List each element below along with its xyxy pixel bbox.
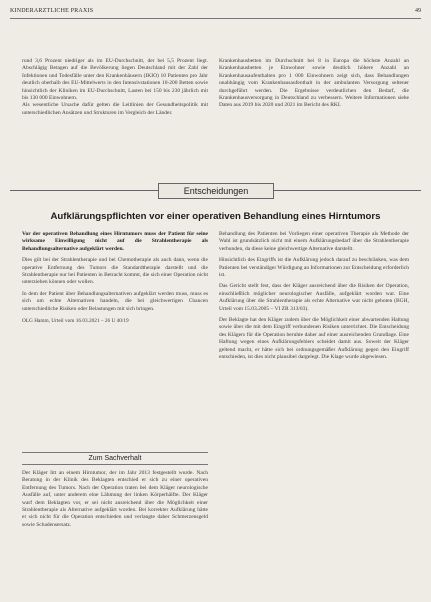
intro-left-column [22, 58, 208, 117]
paragraph: Behandlung des Patienten bei Vorliegen einer operativen Therapie als Methode der Wahl ist grundsätzlich nicht mit einem Aufklärungsbedarf über die Strahlentherapie verbunden, da diese keine gleichwertige Alternative darstellt. [219, 231, 409, 252]
article-left-column [22, 231, 208, 325]
article-title: Aufklärungspflichten vor einer operativen Behandlung eines Hirntumors [50, 211, 381, 222]
sub-heading: Zum Sachverhalt [22, 452, 208, 465]
page-header [10, 8, 421, 18]
paragraph: Dies gilt bei der Strahlentherapie und bei Chemotherapie als auch dann, wenn die operative Entfernung des Tumors die Standardtherapie darstellt und die Strahlentherapie nur bei Patienten in Betracht kommt, die sich einer Operation nicht unterziehen können oder wollen. [22, 257, 208, 286]
facts-column [22, 470, 208, 529]
section-label: Entscheidungen [158, 183, 274, 199]
paragraph: Das Gericht stellt fest, dass der Kläger ausreichend über die Risiken der Operation, einschließlich möglicher neurologischer Ausfälle, aufgeklärt worden war. Eine Aufklärung über die Strahlentherapie als echte Alternative war nicht geboten (BGH, Urteil vom 15.03.2005 – VI ZR 313/03). [219, 283, 409, 312]
paragraph: Hinsichtlich des Eingriffs ist die Aufklärung jedoch darauf zu beschränken, was dem Patienten bei verständiger Würdigung an Informationen zur Entscheidung erforderlich ist. [219, 257, 409, 279]
paragraph: Der Kläger litt an einem Hirntumor, der im Jahr 2013 festgestellt wurde. Nach Beratung in der Klinik des Beklagten entschied er sich zu einer operativen Entfernung des Tumors. Nach der Operation traten bei dem Kläger neurologische Ausfälle auf, unter anderem eine Lähmung der linken Körperhälfte. Der Kläger warf dem Beklagten vor, er sei nicht ausreichend über die Möglichkeit einer Strahlentherapie als Alternative aufgeklärt worden. Bei korrekter Aufklärung hätte er sich nicht für die Operation entschieden und verlangte daher Schmerzensgeld sowie Schadensersatz. [22, 470, 208, 528]
court-citation: OLG Hamm, Urteil vom 16.03.2021 – 26 U 40/19 [22, 318, 129, 325]
paragraph: Als wesentliche Ursache dafür gelten die Leitlinien der Gesundheitspolitik mit unterschiedlichen Ansätzen und Strukturen im Vergleich der Länder. [22, 102, 208, 116]
page-number: 49 [415, 8, 421, 14]
paragraph: Der Beklagte hat den Kläger zudem über die Möglichkeit einer abwartenden Haltung sowie über die mit dem Eingriff verbundenen Risiken unterrichtet. Die Entscheidung des Klägers für die Operation beruhte daher auf einer ausreichenden Grundlage. Eine Haftung wegen eines Aufklärungsfehlers scheidet damit aus. Soweit der Kläger geltend macht, er hätte sich bei ordnungsgemäßer Aufklärung gegen den Eingriff entschieden, ist dies nicht plausibel dargelegt. Die Klage wurde abgewiesen. [219, 317, 409, 361]
paragraph: In dem der Patient über Behandlungsalternativen aufgeklärt werden muss, muss es sich um echte Alternativen handeln, die bei gleichwertigen Chancen unterschiedliche Risiken oder Belastungen mit sich bringen. [22, 290, 208, 312]
header-rule [10, 18, 421, 19]
paragraph: rund 3,6 Prozent niedriger als im EU-Durchschnitt, der bei 5,5 Prozent liegt. Abschlägig Betagen auf die Bevölkerung liegen Deutschland mit der Zahl der Infektionen und Todesfälle unter den Krankenhäusern (IKIO) 10 Patienten pro Jahr deutlich oberhalb des EU-Mittelwerts in den Intensivstationen 10-200 Betten sowie hinsichtlich der Kliniken im EU-Durchschnitt, Lasten bei 150 bis 230 jährlich mit bis 130 000 Einwohnern. [22, 58, 208, 102]
article-right-column [219, 231, 409, 362]
journal-name: KINDERARZTLICHE PRAXIS [10, 8, 94, 14]
paragraph: Krankenhausbetten im Durchschnitt bei 8 in Europa die höchste Anzahl an Krankenhausbetten je Einwohner sowie deutlich höhere Anzahl an Krankenhausaufenthalten pro 1 000 Einwohnern zeigt sich, dass Behandlungen unabhängig vom Krankenhausaufenthalt in der ambulanten Versorgung seltener durchgeführt werden. Die Ergebnisse verdeutlichen den Bedarf, die Krankenhausversorgung in Deutschland zu verbessern. Weitere Informationen siehe Daten aus 2019 bis 2020 und 2021 im Bericht des RKI. [219, 58, 409, 109]
lead-paragraph: Vor der operativen Behandlung eines Hirntumors muss der Patient für seine wirksame Einwilligung nicht auf die Strahlentherapie als Behandlungsalternative aufgeklärt werden. [22, 231, 208, 252]
intro-right-column [219, 58, 409, 110]
